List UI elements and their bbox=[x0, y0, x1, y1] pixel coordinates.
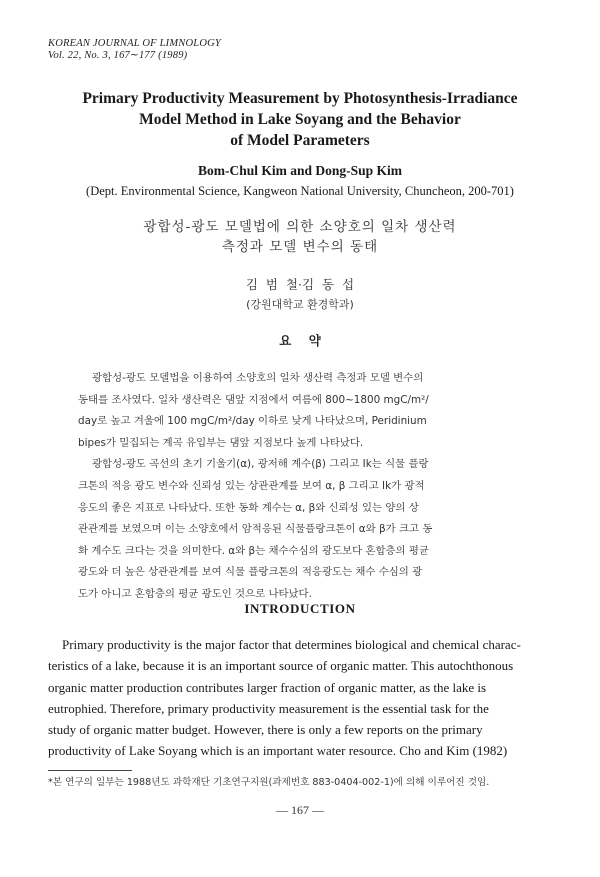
korean-title-line: 광합성-광도 모델법에 의한 소양호의 일차 생산력 bbox=[143, 219, 457, 235]
body-line: organic matter production contributes larger fraction of organic matter, as the lake is bbox=[48, 679, 487, 695]
paper-title bbox=[40, 88, 560, 151]
abstract-line: 화 계수도 크다는 것을 의미한다. α와 β는 채수수심의 광도보다 혼합층의 평균 bbox=[78, 544, 429, 557]
introduction-text bbox=[48, 634, 560, 762]
korean-authors: 김 범 철·김 동 섭 bbox=[245, 277, 355, 292]
korean-title bbox=[40, 217, 560, 257]
body-line: teristics of a lake, because it is an important source of organic matter. This autochthonous bbox=[48, 658, 514, 674]
page-number: — 167 — bbox=[276, 803, 324, 817]
abstract-line: 도가 아니고 혼합층의 평균 광도인 것으로 나타났다. bbox=[78, 587, 312, 600]
abstract-line: 응도의 좋은 지표로 나타났다. 또한 동화 계수는 α, β와 신뢰성 있는 양의 상 bbox=[78, 501, 419, 514]
body-line: productivity of Lake Soyang which is an important water resource. Cho and Kim (1982) bbox=[48, 743, 508, 759]
journal-name: KOREAN JOURNAL OF LIMNOLOGY bbox=[48, 38, 221, 49]
abstract-line: 동태를 조사였다. 일차 생산력은 댐앞 지점에서 여름에 800∼1800 mgC/m²/ bbox=[78, 393, 429, 406]
author-affiliation: (Dept. Environmental Science, Kangweon National University, Chuncheon, 200-701) bbox=[86, 184, 514, 198]
footnote: *본 연구의 일부는 1988년도 과학재단 기초연구지원(과제번호 883-0404-002-1)에 의해 이루어진 것임. bbox=[48, 777, 490, 788]
abstract-line: 광합성-광도 곡선의 초기 기울기(α), 광저해 계수(β) 그리고 Ik는 식물 플랑 bbox=[92, 458, 429, 471]
body-line: eutrophied. Therefore, primary productivity measurement is the essential task for the bbox=[48, 700, 489, 716]
abstract-line: 광합성-광도 모델법을 이용하여 소양호의 일차 생산력 측정과 모델 변수의 bbox=[92, 372, 424, 384]
section-heading-introduction: INTRODUCTION bbox=[244, 601, 356, 616]
journal-volume: Vol. 22, No. 3, 167∼177 (1989) bbox=[48, 50, 188, 61]
korean-abstract bbox=[78, 368, 524, 606]
body-line: study of organic matter budget. However, there is only a few reports on the primary bbox=[48, 722, 483, 738]
title-line: of Model Parameters bbox=[230, 132, 370, 149]
paper-authors: Bom-Chul Kim and Dong-Sup Kim bbox=[197, 163, 403, 178]
body-line: Primary productivity is the major factor that determines biological and chemical charac- bbox=[62, 637, 521, 652]
abstract-line: 크톤의 적응 광도 변수와 신뢰성 있는 상관관계를 보여 α, β 그리고 Ik가 광적 bbox=[78, 479, 425, 492]
korean-affiliation: (강원대학교 환경학과) bbox=[246, 298, 354, 311]
abstract-line: day로 높고 겨울에 100 mgC/m²/day 이하로 낮게 나타났으며, Peridinium bbox=[78, 415, 427, 428]
abstract-heading: 요 약 bbox=[279, 333, 321, 348]
abstract-line: 관관계를 보였으며 이는 소양호에서 암적응된 식물플랑크톤이 α와 β가 크고 동 bbox=[78, 523, 433, 536]
korean-title-line: 측정과 모델 변수의 동태 bbox=[221, 239, 379, 255]
abstract-line: bipes가 밀집되는 계곡 유입부는 댐앞 지점보다 높게 나타났다. bbox=[78, 436, 364, 449]
title-line: Primary Productivity Measurement by Photosynthesis-Irradiance bbox=[82, 90, 518, 107]
footnote-divider bbox=[48, 770, 132, 771]
abstract-line: 광도와 더 높은 상관관계를 보여 식물 플랑크톤의 적응광도는 채수 수심의 광 bbox=[78, 566, 423, 579]
journal-header bbox=[48, 38, 221, 62]
title-line: Model Method in Lake Soyang and the Behavior bbox=[139, 111, 461, 128]
